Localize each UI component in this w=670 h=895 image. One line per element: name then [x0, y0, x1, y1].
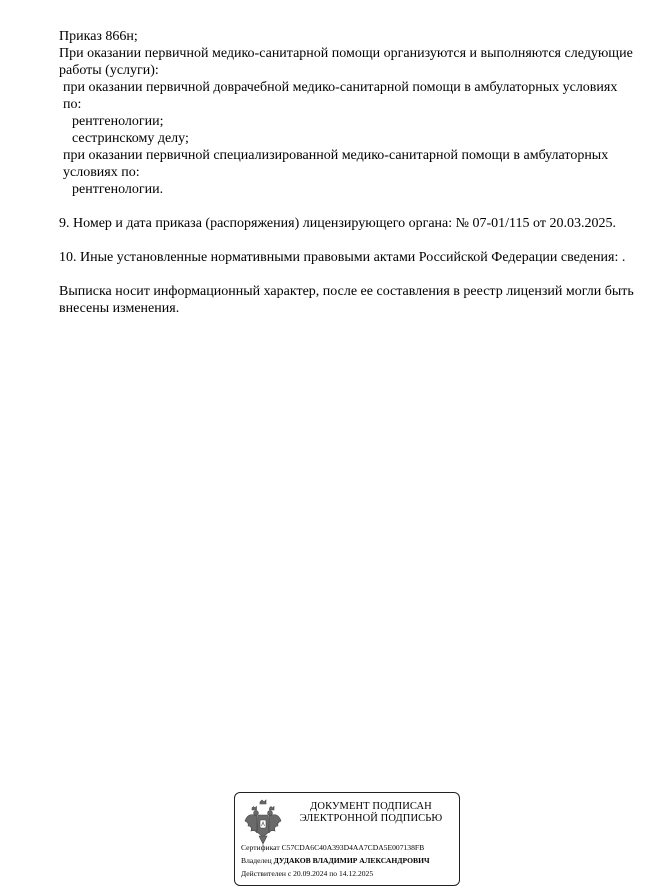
russian-coat-of-arms-icon: [243, 799, 283, 845]
services-intro: При оказании первичной медико-санитарной помощи организуются и выполняются следующие работы (услуги):: [59, 46, 633, 78]
owner-value: ДУДАКОВ ВЛАДИМИР АЛЕКСАНДРОВИЧ: [273, 856, 430, 865]
owner-label: Владелец: [241, 856, 272, 865]
disclaimer-text: Выписка носит информационный характер, после ее составления в реестр лицензий могли быть внесены изменения.: [59, 284, 634, 316]
stamp-title: [291, 801, 451, 825]
section-9-order-number: 9. Номер и дата приказа (распоряжения) лицензирующего органа: № 07-01/115 от 20.03.2025.: [59, 216, 616, 231]
electronic-signature-stamp: [234, 792, 460, 886]
certificate-line: [241, 843, 457, 853]
service-item-radiology-specialized: рентгенологии.: [72, 182, 164, 197]
certificate-value: C57CDA6C40A393D4AA7CDA5E007138FB: [281, 843, 425, 852]
predoctor-care-line: при оказании первичной доврачебной медико-санитарной помощи в амбулаторных условиях по:: [63, 80, 618, 112]
specialized-care-line: при оказании первичной специализированной медико-санитарной помощи в амбулаторных условиях по:: [63, 148, 609, 180]
document-body: [59, 28, 634, 317]
order-line: Приказ 866н;: [59, 29, 138, 44]
validity-line: Действителен с 20.09.2024 по 14.12.2025: [241, 869, 374, 878]
stamp-title-line-2: ЭЛЕКТРОННОЙ ПОДПИСЬЮ: [299, 813, 443, 824]
service-item-nursing: сестринскому делу;: [72, 131, 189, 146]
service-item-radiology: рентгенологии;: [72, 114, 164, 129]
certificate-label: Сертификат: [241, 843, 280, 852]
stamp-title-line-1: ДОКУМЕНТ ПОДПИСАН: [310, 801, 432, 812]
section-10-other-info: 10. Иные установленные нормативными правовыми актами Российской Федерации сведения: .: [59, 250, 626, 265]
owner-line: [241, 856, 457, 866]
